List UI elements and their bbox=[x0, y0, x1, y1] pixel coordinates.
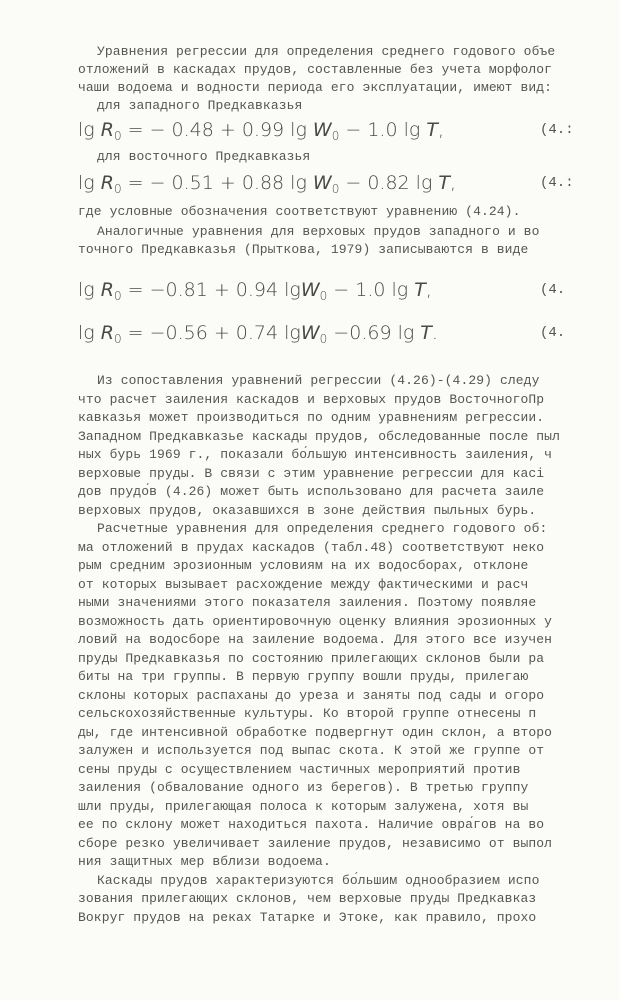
text-line: Расчетные уравнения для определения среднего годового об: bbox=[97, 521, 548, 536]
equation-number: (4.: bbox=[540, 175, 574, 191]
text-line: рым средним эрозионным условиям на их водосборах, отклоне bbox=[78, 558, 529, 573]
text-line: для восточного Предкавказья bbox=[97, 149, 311, 164]
text-line: Западном Предкавказье каскады прудов, обследованные после пыл bbox=[78, 428, 560, 444]
text-line: верховых прудов, оказавшихся в зоне действия пыльных бурь. bbox=[78, 502, 537, 518]
text-line: для западного Предкавказья bbox=[97, 98, 303, 113]
text-line: чаши водоема и водности периода его эксплуатации, имеют вид: bbox=[78, 80, 553, 95]
text-line: возможность дать ориентировочную оценку влияния эрозионных у bbox=[78, 613, 553, 629]
text-line: что расчет заиления каскадов и верховых прудов ВосточногоПр bbox=[78, 391, 545, 407]
equation-4: $\lg R_0 = -0.56 + 0.74$ lgW$_0$ −0.69 lg T. bbox=[78, 322, 438, 346]
text-line: верховые пруды. В связи с этим уравнение регрессии для касі bbox=[78, 465, 545, 481]
text-line: шли пруды, прилегающая полоса к которым залужена, хотя вы bbox=[78, 798, 529, 814]
text-line: биты на три группы. В первую группу вошли пруды, прилегаю bbox=[78, 669, 529, 684]
text-line: Уравнения регрессии для определения среднего годового объе bbox=[97, 44, 556, 59]
equation-1: $\lg R_0$ = − 0.48 + 0.99 $\lg W_0 - 1.0$ lg T, bbox=[78, 119, 444, 143]
equation-number: (4.: bbox=[540, 122, 574, 138]
text-line: Из сопоставления уравнений регрессии (4.26)-(4.29) следу bbox=[97, 373, 540, 388]
text-line: от которых вызывает расхождение между фактическими и расч bbox=[78, 576, 529, 592]
text-line: ными значениями этого показателя заиления. Поэтому появляе bbox=[78, 595, 537, 610]
text-line: Вокруг прудов на реках Татарке и Этоке, как правило, прохо bbox=[78, 909, 537, 925]
text-line: ния защитных мер вблизи водоема. bbox=[78, 854, 331, 869]
text-line: точного Предкавказья (Прыткова, 1979) записываются в виде bbox=[78, 242, 529, 257]
text-line: залужен и используется под выпас скота. К этой же группе от bbox=[78, 743, 545, 758]
text-line: кавказья может производиться по одним уравнениям регрессии. bbox=[78, 410, 545, 425]
text-line: сборе резко увеличивает заиление прудов, независимо от выпол bbox=[78, 835, 553, 851]
text-line: пруды Предкавказья по состоянию прилегающих склонов были ра bbox=[78, 650, 545, 666]
text-line: ных бурь 1969 г., показали бо́льшую интенсивность заиления, ч bbox=[78, 447, 553, 462]
text-line: Каскады прудов характеризуются бо́льшим однообразием испо bbox=[97, 872, 540, 888]
text-line: сены пруды с осуществлением частичных мероприятий против bbox=[78, 761, 521, 777]
text-line: ловий на водосборе на заиление водоема. Для этого все изучен bbox=[78, 632, 553, 647]
text-line: отложений в каскадах прудов, составленные без учета морфолог bbox=[78, 62, 553, 77]
text-line: заиления (обвалование одного из берегов). В третью группу bbox=[78, 780, 529, 795]
text-line: ее по склону может находиться пахота. Наличие овра́гов на во bbox=[78, 817, 545, 832]
equation-3: $\lg R_0 = -0.81 + 0.94$ lgW$_0$ − 1.0 lg T, bbox=[78, 279, 432, 303]
text-line: зования прилегающих склонов, чем верховые пруды Предкавказ bbox=[78, 891, 537, 906]
text-line: склоны которых распаханы до уреза и заняты под сады и огоро bbox=[78, 687, 545, 703]
text-line: ды, где интенсивной обработке подвергнут один склон, а второ bbox=[78, 724, 553, 740]
text-line: сельскохозяйственные культуры. Ко второй группе отнесены п bbox=[78, 706, 537, 721]
text-line: Аналогичные уравнения для верховых прудов западного и во bbox=[97, 224, 540, 239]
equation-number: (4. bbox=[540, 325, 566, 341]
text-line: ма отложений в прудах каскадов (табл.48) соответствуют неко bbox=[78, 539, 545, 555]
equation-2: $\lg R_0$ = − 0.51 + 0.88 $\lg W_0 - 0.82$ lg T, bbox=[78, 172, 457, 196]
equation-number: (4. bbox=[540, 282, 566, 298]
text-line: дов прудо́в (4.26) может быть использовано для расчета заиле bbox=[78, 484, 545, 499]
text-line: где условные обозначения соответствуют уравнению (4.24). bbox=[78, 204, 521, 219]
